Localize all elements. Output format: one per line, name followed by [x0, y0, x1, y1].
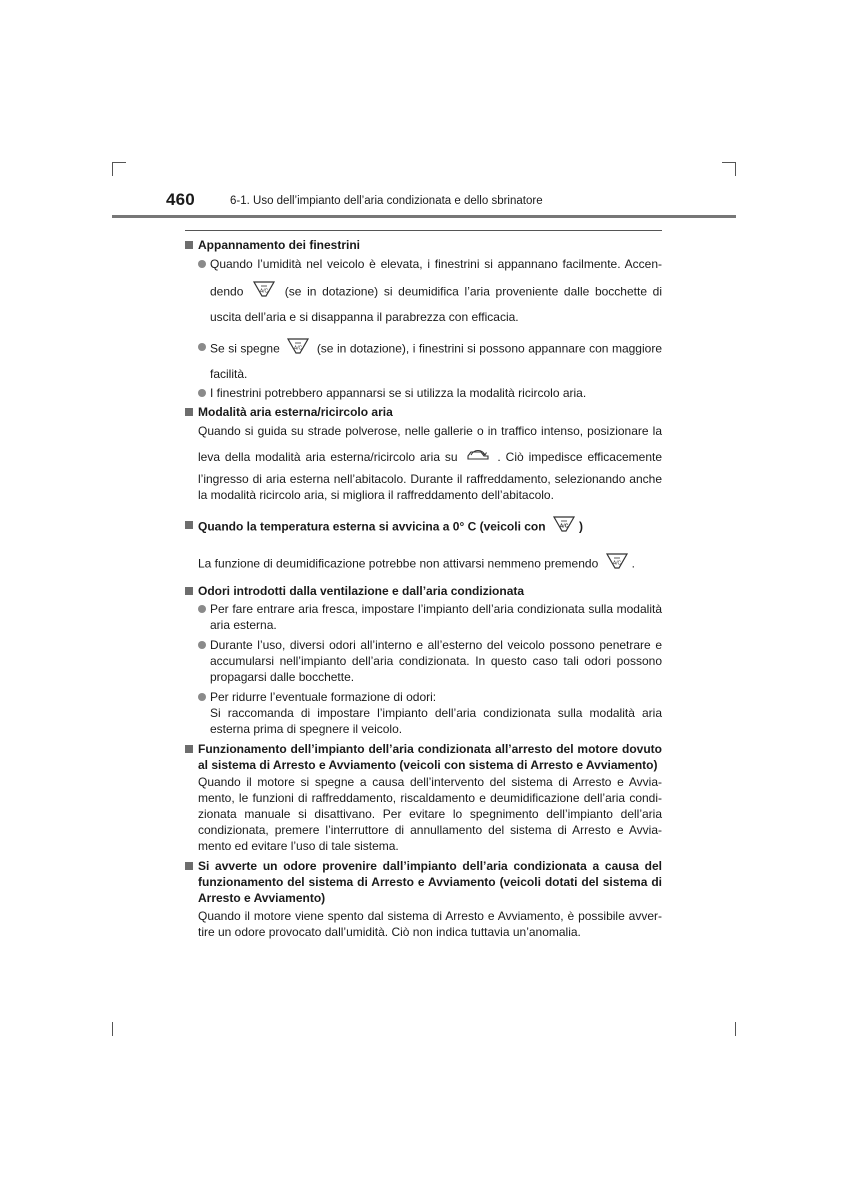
- crop-mark-top-right-h: [722, 162, 736, 163]
- ac-button-icon: [285, 336, 311, 360]
- round-bullet-icon: [198, 605, 206, 613]
- list-item: [198, 256, 662, 325]
- list-item: [198, 689, 662, 737]
- list-item: I finestrini potrebbero appannarsi se si utilizza la modalità ricircolo aria.: [198, 385, 662, 401]
- text-line: l’ingresso di aria esterna nell’abitacolo. Durante il raffreddamento, selezionando anche: [198, 472, 662, 487]
- text-line: Quando l’umidità nel veicolo è elevata, i finestrini si appannano facilmente. Accen-: [210, 257, 662, 271]
- recirculation-mode-icon: [465, 447, 491, 465]
- section-heading-temperatura: Quando la temperatura esterna si avvicina a 0° C (veicoli con A/C ): [185, 517, 662, 538]
- ac-button-icon: [604, 551, 630, 575]
- svg-text:A/C: A/C: [559, 523, 569, 530]
- round-bullet-icon: [198, 260, 206, 268]
- round-bullet-icon: [198, 343, 206, 351]
- list-item: Durante l’uso, diversi odori all’interno e all’esterno del veicolo possono penetrare e accumularsi nell’impianto dell’aria condizionata. In questo caso tali odori possono propagarsi dalle bocchette.: [198, 637, 662, 685]
- round-bullet-icon: [198, 641, 206, 649]
- paragraph: Quando il motore si spegne a causa dell’intervento del sistema di Arresto e Avvia-mento, le funzioni di raffreddamento, riscaldamento e deumidificazione dell’aria condi-zionata manuale si disattivano. Per evitare lo spegnimento dell’impianto dell’aria condizionata, premere l’interruttore di annullamento del sistema di Arresto e Avvia-mento ed evitare l’uso di tale sistema.: [198, 775, 662, 854]
- ac-button-icon: [551, 514, 577, 538]
- section-heading-modalita-aria: Modalità aria esterna/ricircolo aria: [185, 404, 662, 420]
- list-item: [198, 339, 662, 382]
- crop-mark-top-left-v: [112, 162, 113, 176]
- crop-mark-top-right-v: [735, 162, 736, 176]
- section-heading-odore-arresto: Si avverte un odore provenire dall’impianto dell’aria condizionata a causa del funzionamento del sistema di Arresto e Avviamento (veicoli dotati del sistema di Arresto e Avviamento): [185, 858, 662, 906]
- header-rule: [112, 215, 736, 218]
- page-number: 460: [166, 190, 195, 209]
- text-line: la modalità ricircolo aria, si migliora il raffreddamento dell’abitacolo.: [198, 488, 554, 503]
- content-top-rule: [185, 230, 662, 231]
- square-bullet-icon: [185, 862, 193, 870]
- square-bullet-icon: [185, 408, 193, 416]
- svg-text:A/C: A/C: [612, 560, 621, 567]
- crop-mark-top-left-h: [112, 162, 126, 163]
- text-line: facilità.: [210, 367, 248, 381]
- section-heading-funzionamento: Funzionamento dell’impianto dell’aria condizionata all’arresto del motore dovuto al sistema di Arresto e Avviamento (veicoli con sistema di Arresto e Avviamento): [185, 741, 662, 773]
- crop-mark-bottom-right: [735, 1022, 736, 1036]
- text-line: Se si spegne A/C (se in dotazione), i finestrini si possono appannare con maggiore: [210, 339, 662, 360]
- round-bullet-icon: [198, 693, 206, 701]
- svg-text:A/C: A/C: [294, 345, 303, 352]
- square-bullet-icon: [185, 587, 193, 595]
- crop-mark-bottom-left: [112, 1022, 113, 1036]
- text-line: uscita dell’aria e si disappanna il parabrezza con efficacia.: [210, 310, 519, 324]
- page-content: [185, 237, 662, 940]
- section-heading-odori: Odori introdotti dalla ventilazione e dall’aria condizionata: [185, 583, 662, 599]
- text-line: Si raccomanda di impostare l’impianto dell’aria condizionata sulla modalità aria esterna prima di spegnere il veicolo.: [210, 706, 662, 737]
- square-bullet-icon: [185, 745, 193, 753]
- svg-text:A/C: A/C: [259, 288, 269, 295]
- ac-button-icon: [251, 279, 277, 303]
- text-line: leva della modalità aria esterna/ricircolo aria su . Ciò impedisce efficacemente: [198, 449, 662, 465]
- paragraph: Quando il motore viene spento dal sistema di Arresto e Avviamento, è possibile avver-tire un odore provocato dall’umidità. Ciò non indica tuttavia un’anomalia.: [198, 909, 662, 940]
- text-line: dendo A/C (se in dotazione) si deumidifica l’aria proveniente dalle bocchette di: [210, 282, 662, 303]
- list-item: Per fare entrare aria fresca, impostare l’impianto dell’aria condizionata sulla modalità aria esterna.: [198, 601, 662, 633]
- round-bullet-icon: [198, 389, 206, 397]
- section-heading-appannamento: Appannamento dei finestrini: [185, 237, 662, 253]
- text-line: Per ridurre l’eventuale formazione di odori:: [210, 690, 437, 705]
- square-bullet-icon: [185, 521, 193, 529]
- text-line: La funzione di deumidificazione potrebbe non attivarsi nemmeno premendo A/C .: [198, 554, 662, 575]
- section-title: 6-1. Uso dell’impianto dell’aria condizionata e dello sbrinatore: [230, 195, 543, 207]
- text-line: Quando si guida su strade polverose, nelle gallerie o in traffico intenso, posizionare la: [198, 424, 662, 438]
- square-bullet-icon: [185, 241, 193, 249]
